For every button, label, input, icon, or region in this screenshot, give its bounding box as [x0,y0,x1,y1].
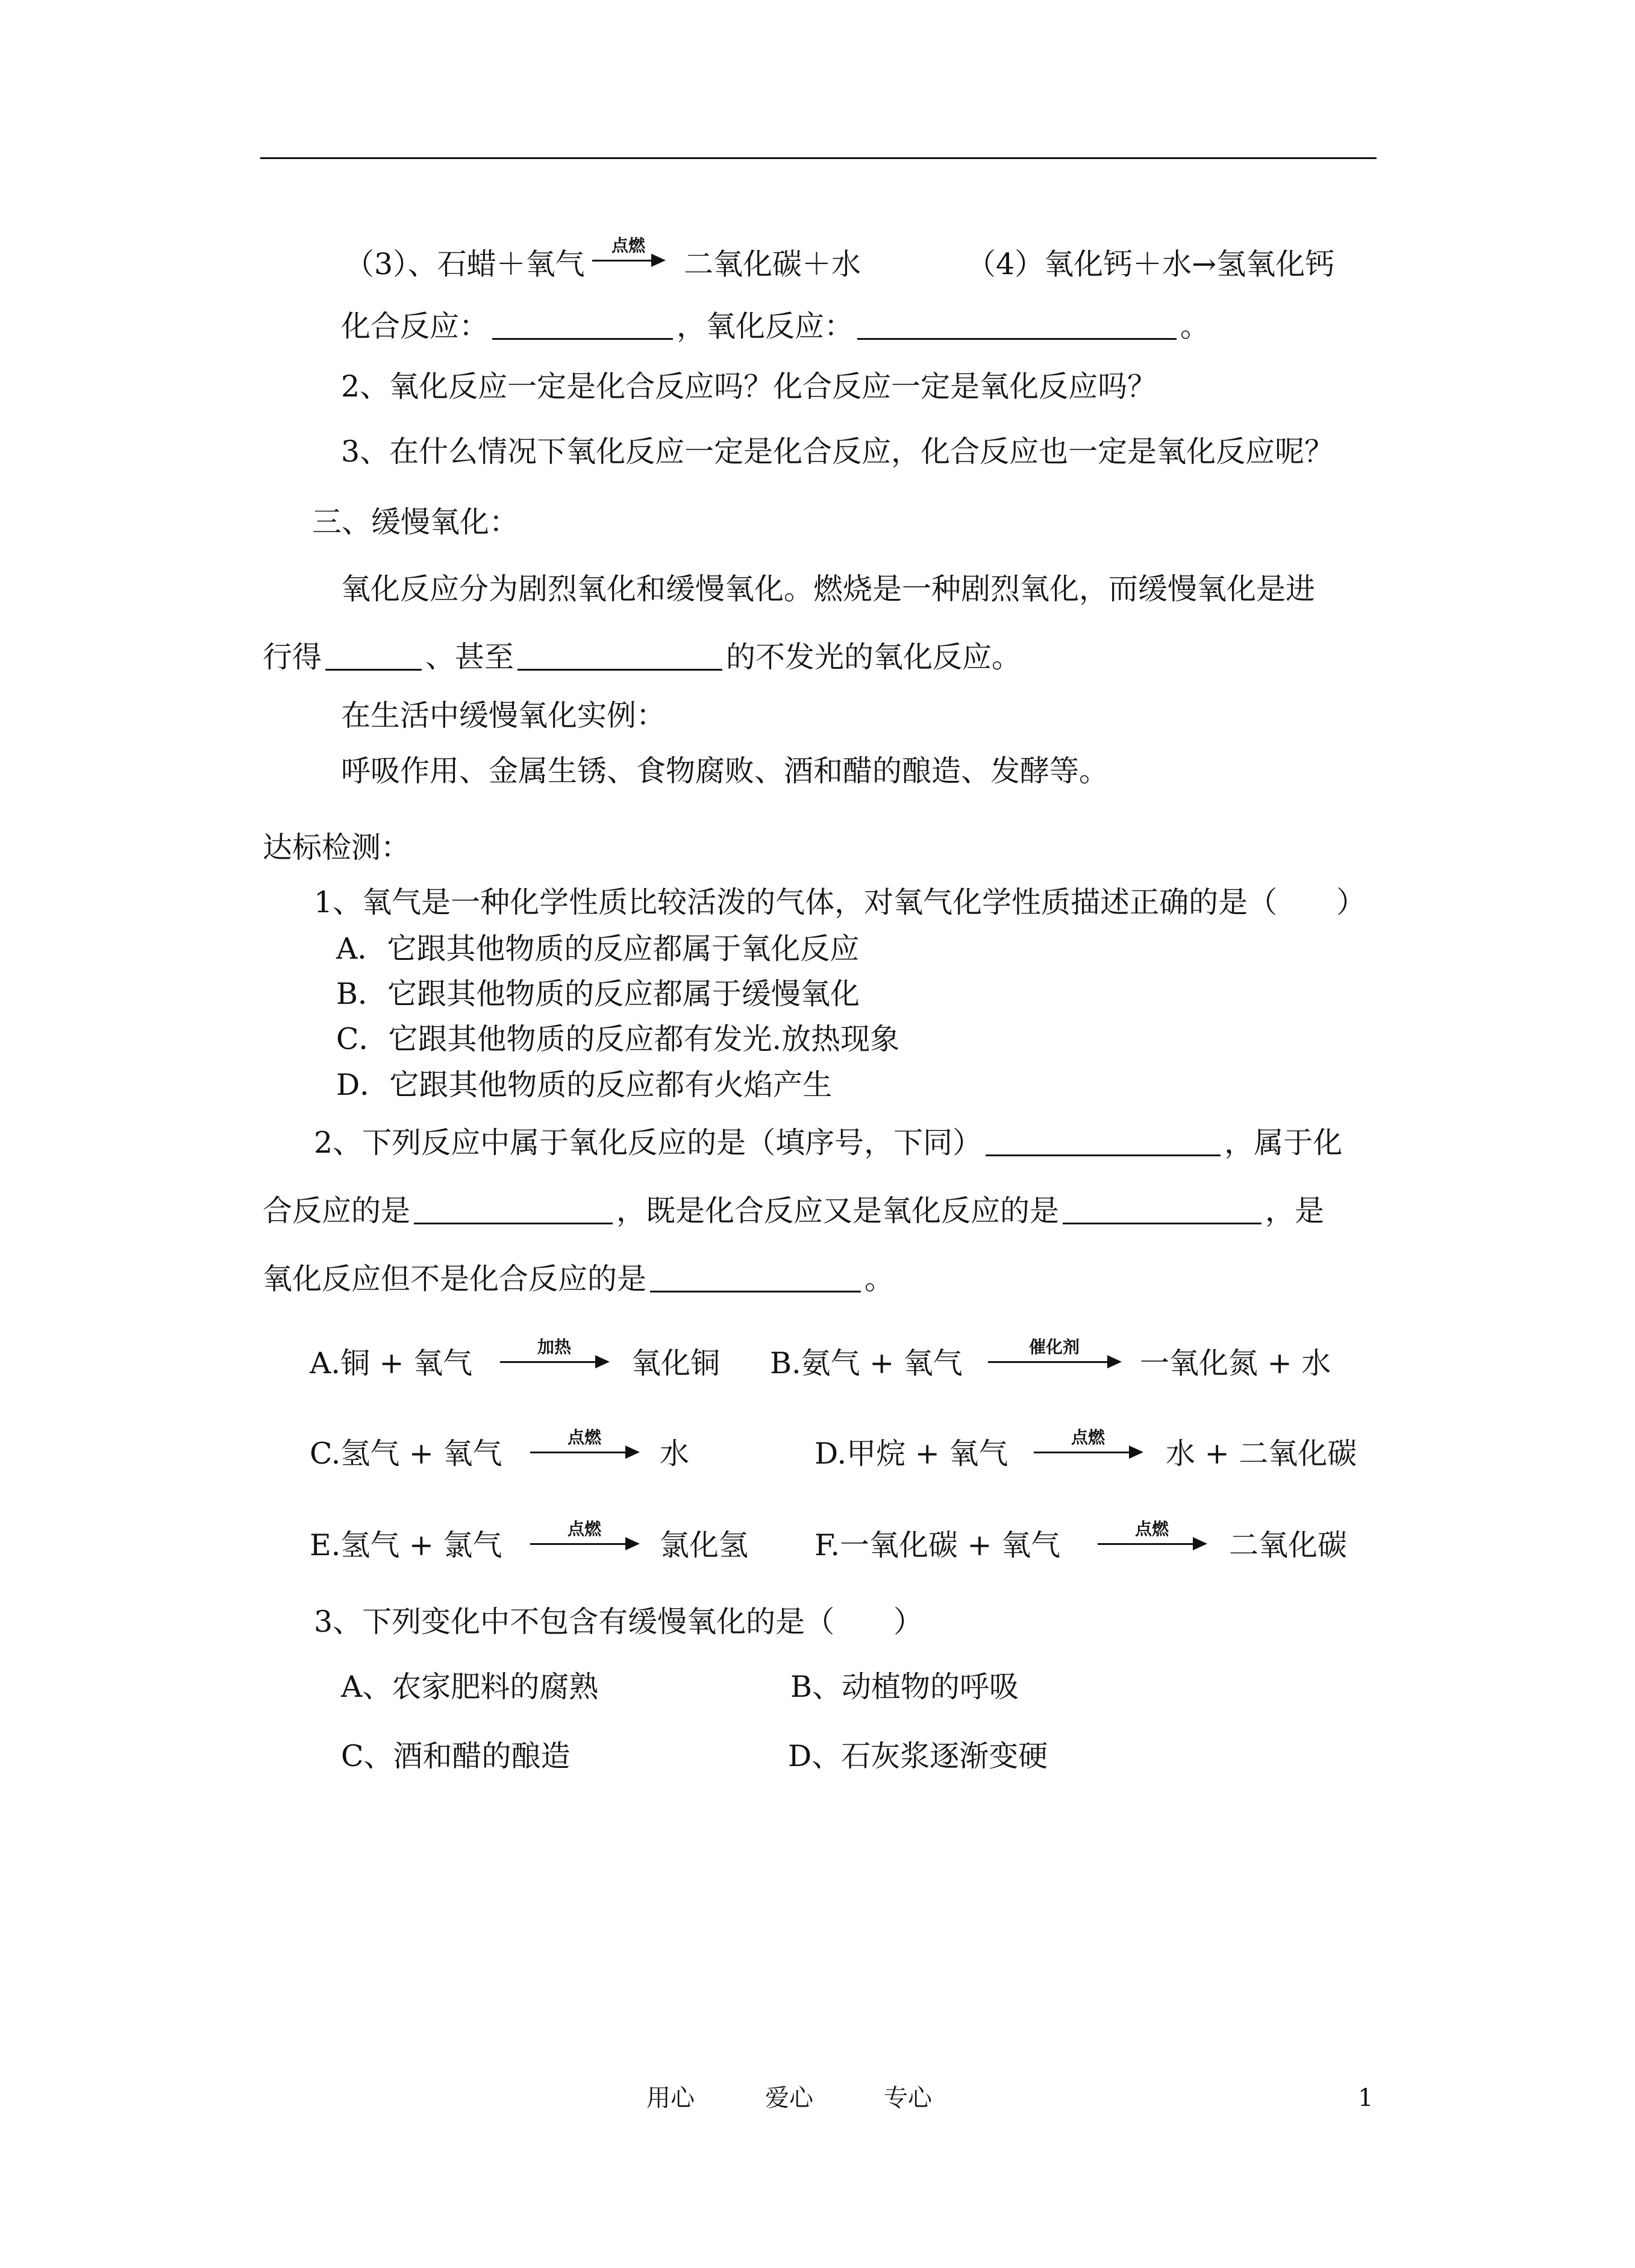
reaction-b-arrow [988,1338,1121,1363]
classification-line [341,309,1210,343]
paragraph-text: 的不发光的氧化反应。 [726,640,1022,674]
header-rule [260,157,1377,159]
reaction-c-reactants: C.氢气 + 氧气 [310,1436,502,1471]
q2-line-1 [314,1126,1343,1160]
q2-text: 合反应的是 [263,1194,411,1228]
question-3: 3、在什么情况下氧化反应一定是化合反应，化合反应也一定是氧化反应呢？ [341,434,1334,469]
equation-3-products: 二氧化碳＋水 [684,247,861,281]
oxidation-answer-blank[interactable] [857,314,1177,340]
reaction-a-reactants: A.铜 + 氧气 [310,1346,473,1380]
reaction-c-product: 水 [660,1436,690,1471]
paragraph-line-1: 氧化反应分为剧烈氧化和缓慢氧化。燃烧是一种剧烈氧化，而缓慢氧化是进 [341,572,1316,606]
question-2: 2、氧化反应一定是化合反应吗？化合反应一定是氧化反应吗？ [341,369,1157,404]
q3-option-c[interactable]: C、酒和醋的酿造 [341,1739,571,1773]
reaction-a-arrow [500,1338,608,1363]
q2-answer-blank-combination[interactable] [414,1198,613,1224]
q2-answer-blank-oxidation[interactable] [986,1130,1221,1156]
q2-text: ，既是化合反应又是氧化反应的是 [616,1194,1060,1228]
check-title: 达标检测： [263,830,411,865]
combination-label: 化合反应： [341,309,489,343]
reaction-d-product: 水 + 二氧化碳 [1166,1436,1357,1471]
q1-option-d[interactable]: D．它跟其他物质的反应都有火焰产生 [336,1068,833,1102]
paragraph-line-2 [263,642,1021,672]
q1-option-c[interactable]: C．它跟其他物质的反应都有发光.放热现象 [336,1022,900,1056]
q2-answer-blank-oxidation-only[interactable] [650,1267,861,1292]
q3-option-a[interactable]: A、农家肥料的腐熟 [341,1670,599,1704]
answer-blank[interactable] [325,645,422,671]
reaction-condition: 点燃 [611,236,645,255]
answer-blank[interactable] [517,645,722,671]
reaction-e-arrow [530,1520,639,1545]
q3-option-b[interactable]: B、动植物的呼吸 [790,1670,1019,1704]
footer-motto-1: 用心 [646,2084,695,2112]
reaction-d-condition: 点燃 [1071,1427,1105,1447]
q2-line-2 [263,1196,1324,1226]
q2-text: 氧化反应但不是化合反应的是 [263,1262,647,1296]
q3-option-d[interactable]: D、石灰浆逐渐变硬 [788,1739,1048,1773]
q2-answer-blank-both[interactable] [1063,1198,1261,1224]
examples-title: 在生活中缓慢氧化实例： [341,698,666,733]
equation-3-reactants: （3）、石蜡＋氧气 [345,247,585,281]
q1-stem: 1、氧气是一种化学性质比较活泼的气体，对氧气化学性质描述正确的是（ ） [314,885,1366,919]
oxidation-label: ，氧化反应： [677,309,854,343]
reaction-a-condition: 加热 [537,1337,571,1357]
reaction-c-condition: 点燃 [567,1427,601,1447]
reaction-b-condition: 催化剂 [1028,1337,1080,1357]
reaction-e-product: 氯化氢 [660,1528,749,1562]
reaction-f-product: 二氧化碳 [1229,1528,1348,1562]
reaction-e-condition: 点燃 [567,1519,601,1539]
combination-answer-blank[interactable] [492,314,673,340]
q1-option-a[interactable]: A．它跟其他物质的反应都属于氧化反应 [336,932,860,966]
q2-text: 。 [864,1262,895,1296]
footer-motto-3: 专心 [884,2084,932,2112]
paragraph-text: 行得 [263,640,322,674]
footer-motto-2: 爱心 [765,2084,813,2112]
section-title: 三、缓慢氧化： [312,505,519,539]
reaction-f-reactants: F.一氧化碳 + 氧气 [814,1528,1061,1562]
reaction-d-arrow [1034,1428,1142,1453]
q3-stem: 3、下列变化中不包含有缓慢氧化的是（ ） [314,1605,924,1639]
q1-option-b[interactable]: B．它跟其他物质的反应都属于缓慢氧化 [336,977,860,1011]
reaction-b-reactants: B.氨气 + 氧气 [770,1346,963,1380]
reaction-b-product: 一氧化氮 + 水 [1140,1346,1331,1380]
q2-text: ，是 [1265,1194,1325,1228]
sentence-end: 。 [1180,309,1210,343]
equation-4: （4）氧化钙＋水→氢氧化钙 [966,247,1335,281]
reaction-a-product: 氧化铜 [631,1346,721,1380]
reaction-e-reactants: E.氢气 + 氯气 [310,1528,502,1562]
paragraph-text: 、甚至 [425,640,514,674]
reaction-arrow [592,237,664,262]
reaction-d-reactants: D.甲烷 + 氧气 [814,1436,1008,1471]
reaction-c-arrow [530,1428,639,1453]
page-number: 1 [1358,2084,1374,2112]
q2-text: ，属于化 [1224,1126,1343,1160]
reaction-f-arrow [1098,1520,1206,1545]
q2-line-3 [263,1264,894,1294]
examples-list: 呼吸作用、金属生锈、食物腐败、酒和醋的酿造、发酵等。 [341,754,1109,788]
reaction-f-condition: 点燃 [1134,1519,1169,1539]
q2-text: 2、下列反应中属于氧化反应的是（填序号，下同） [314,1126,983,1160]
